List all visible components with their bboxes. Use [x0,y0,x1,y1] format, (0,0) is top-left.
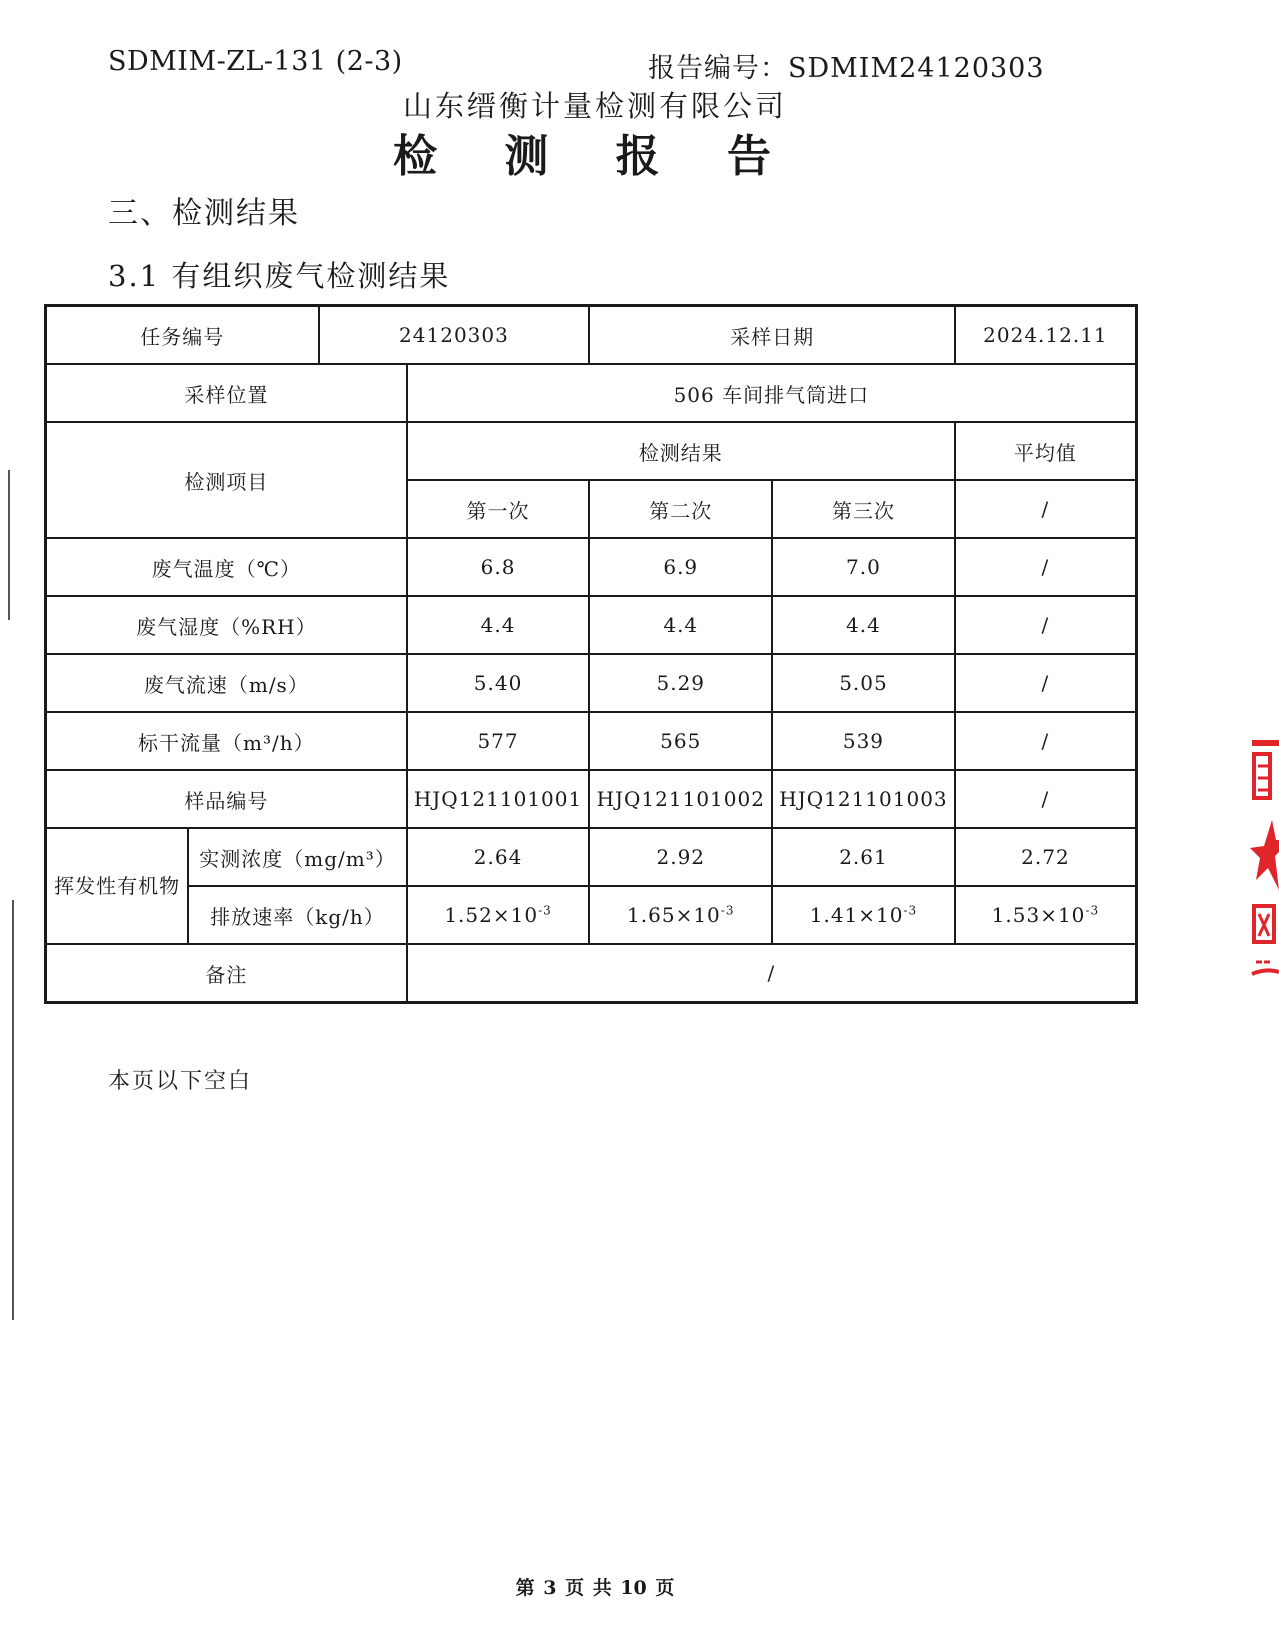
remark-value: / [407,944,1137,1003]
table-row [46,654,1137,712]
table-row [46,538,1137,596]
rate-mantissa: 1.52×10 [444,903,539,927]
location-value: 506 车间排气筒进口 [407,364,1137,422]
results-label: 检测结果 [407,422,955,480]
rate-exponent: -3 [720,903,735,918]
average-cell: / [955,770,1137,828]
row-label: 排放速率（kg/h） [188,886,406,944]
voc-group-label: 挥发性有机物 [46,828,189,944]
value-cell: 6.8 [407,538,590,596]
item-label: 检测项目 [46,422,407,538]
task-no-label: 任务编号 [46,306,319,365]
report-number-value: SDMIM24120303 [788,53,1045,84]
rate-exponent: -3 [538,903,552,918]
row-label: 废气流速（m/s） [46,654,407,712]
results-table [44,304,1138,1004]
rate-mantissa: 1.53×10 [991,903,1086,927]
scan-edge-line [12,900,14,1320]
value-cell: 565 [589,712,772,770]
average-cell [955,886,1137,944]
rate-mantissa: 1.41×10 [809,903,904,927]
row-label: 废气湿度（%RH） [46,596,407,654]
sample-date-value: 2024.12.11 [955,306,1137,365]
table-row [46,364,1137,422]
average-cell: / [955,712,1137,770]
table-row [46,886,1137,944]
value-cell: 2.61 [772,828,955,886]
value-cell: 6.9 [589,538,772,596]
value-cell: 5.05 [772,654,955,712]
average-cell: / [955,538,1137,596]
location-label: 采样位置 [46,364,407,422]
form-code: SDMIM-ZL-131 (2-3) [108,46,403,77]
value-cell: 2.64 [407,828,590,886]
table-row [46,596,1137,654]
value-cell: 5.40 [407,654,590,712]
section-heading: 三、检测结果 [108,196,300,231]
value-cell: 7.0 [772,538,955,596]
row-label: 标干流量（m³/h） [46,712,407,770]
report-number [648,46,1045,85]
value-cell: 4.4 [589,596,772,654]
average-label: 平均值 [955,422,1137,480]
average-cell: / [955,654,1137,712]
value-cell [407,886,590,944]
task-no-value: 24120303 [319,306,590,365]
value-cell [589,886,772,944]
remark-label: 备注 [46,944,407,1003]
page-number: 第 3 页 共 10 页 [515,1577,675,1599]
value-cell: HJQ121101002 [589,770,772,828]
seal-stamp-icon [1248,740,1279,1000]
row-label: 实测浓度（mg/m³） [188,828,406,886]
report-number-label: 报告编号： [648,53,788,84]
value-cell: 4.4 [772,596,955,654]
rate-exponent: -3 [1085,903,1100,918]
value-cell: 4.4 [407,596,590,654]
average-cell: / [955,480,1137,538]
blank-note: 本页以下空白 [108,1069,253,1094]
value-cell [772,886,955,944]
value-cell: 2.92 [589,828,772,886]
run-label: 第一次 [407,480,590,538]
rate-mantissa: 1.65×10 [627,903,721,927]
value-cell: HJQ121101003 [772,770,955,828]
table-row [46,828,1137,886]
table-row [46,306,1137,365]
table-row [46,422,1137,480]
table-row [46,712,1137,770]
value-cell: 539 [772,712,955,770]
subsection-heading: 3.1 有组织废气检测结果 [108,259,451,293]
sample-date-label: 采样日期 [589,306,954,365]
value-cell: 577 [407,712,590,770]
value-cell: 5.29 [589,654,772,712]
table-row [46,944,1137,1003]
company-name: 山东缙衡计量检测有限公司 [402,89,787,123]
run-label: 第三次 [772,480,955,538]
average-cell: 2.72 [955,828,1137,886]
rate-exponent: -3 [903,903,918,918]
document-title: 检 测 报 告 [393,131,797,182]
table-row [46,770,1137,828]
run-label: 第二次 [589,480,772,538]
row-label: 样品编号 [46,770,407,828]
average-cell: / [955,596,1137,654]
value-cell: HJQ121101001 [407,770,590,828]
scan-edge-line [8,470,10,620]
row-label: 废气温度（℃） [46,538,407,596]
